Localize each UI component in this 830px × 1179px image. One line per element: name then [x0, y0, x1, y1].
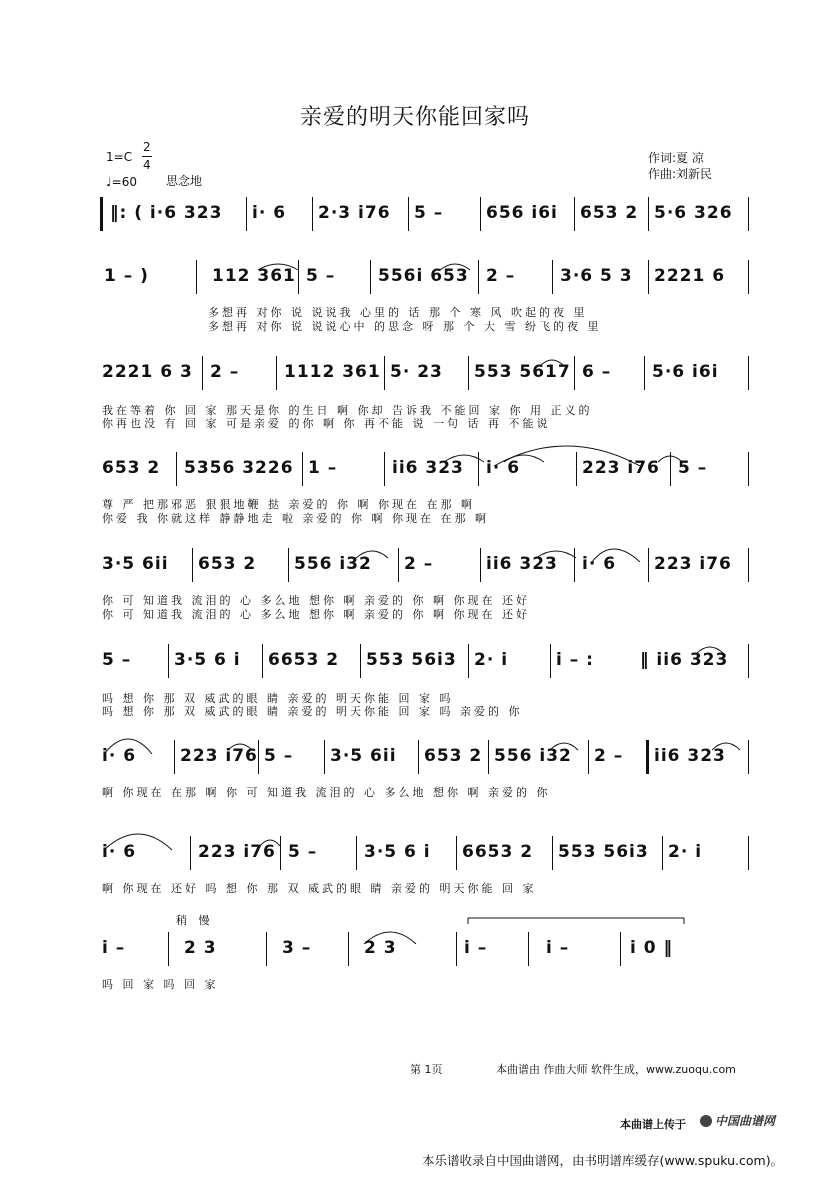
measure: 5 –	[102, 650, 132, 670]
barline	[202, 356, 203, 390]
barline	[384, 356, 385, 390]
barline	[302, 452, 303, 486]
barline	[748, 356, 749, 390]
barline	[748, 452, 749, 486]
lyrics-verse-1: 尊 严 把那邪恶 狠狠地鞭 挞 亲爱的 你 啊 你现在 在那 啊	[102, 498, 475, 511]
measure: 553 56i3	[366, 650, 457, 670]
lyrics-verse-1: 你 可 知道我 流泪的 心 多么地 想你 啊 亲爱的 你 啊 你现在 还好	[102, 594, 530, 607]
source-notice: 本乐谱收录自中国曲谱网，由书明谱库缓存(www.spuku.com)。	[422, 1153, 784, 1168]
barline	[246, 197, 247, 231]
measure-row	[100, 197, 750, 233]
measure: 553 5617	[474, 362, 571, 382]
measure: 3·5 6 i	[364, 842, 431, 862]
lyrics-verse-1: 多想再 对你 说 说说我 心里的 话 那 个 寒 风 吹起的夜 里	[208, 306, 588, 319]
barline	[648, 197, 649, 231]
barline	[644, 356, 645, 390]
generator-credit: 本曲谱由 作曲大师 软件生成，www.zuoqu.com	[496, 1063, 736, 1076]
measure: 2 –	[486, 266, 516, 286]
measure: 223 i76	[582, 458, 660, 478]
lyricist: 作词:夏 凉	[648, 151, 704, 165]
repeat-start-barline	[100, 197, 103, 231]
lyrics-verse-1: 啊 你现在 在那 啊 你 可 知道我 流泪的 心 多么地 想你 啊 亲爱的 你	[102, 786, 551, 799]
measure: i –	[102, 938, 126, 958]
measure: 3 –	[282, 938, 312, 958]
slur	[356, 551, 388, 558]
barline	[468, 356, 469, 390]
measure: 1 –	[308, 458, 338, 478]
slur	[228, 744, 252, 750]
measure: ii6 323	[654, 746, 726, 766]
mood-marking: 思念地	[166, 174, 203, 188]
barline	[748, 548, 749, 582]
slur-group	[430, 436, 730, 466]
measure: 2 –	[210, 362, 240, 382]
measure: ii6 323	[486, 554, 558, 574]
lyrics-verse-2: 你再也没 有 回 家 可是亲爱 的你 啊 你 再不能 说 一句 话 再 不能说	[102, 417, 551, 430]
measure: i· 6	[252, 203, 287, 223]
barline	[468, 644, 469, 678]
barline	[574, 197, 575, 231]
tempo-marking: ♩=60	[106, 175, 137, 189]
barline	[288, 548, 289, 582]
barline	[276, 356, 277, 390]
barline	[550, 644, 551, 678]
measure: i –	[464, 938, 488, 958]
slur	[540, 360, 564, 366]
measure: 5 –	[414, 203, 444, 223]
slur	[258, 264, 298, 270]
measure: ‖: ( i·6 323	[110, 203, 223, 223]
measure: 5 –	[678, 458, 708, 478]
slur	[364, 932, 416, 944]
measure: 6653 2	[268, 650, 340, 670]
time-signature-bottom: 4	[143, 158, 151, 172]
measure: i· 6	[582, 554, 617, 574]
lyrics-verse-2: 吗 想 你 那 双 威武的眼 睛 亲爱的 明天你能 回 家 吗 亲爱的 你	[102, 705, 523, 718]
measure: i· 6	[102, 746, 137, 766]
measure: 6 –	[582, 362, 612, 382]
slur	[592, 549, 640, 562]
measure: 2 3	[184, 938, 217, 958]
barline	[192, 548, 193, 582]
measure: 2· i	[474, 650, 509, 670]
measure: 112 361	[212, 266, 296, 286]
slur	[712, 743, 740, 750]
barline	[176, 452, 177, 486]
barline	[262, 644, 263, 678]
measure: 5· 23	[390, 362, 443, 382]
slur	[658, 456, 682, 462]
tempo-change-marking: 稍 慢	[176, 914, 214, 927]
key-signature: 1=C	[106, 150, 133, 164]
measure: 5356 3226	[184, 458, 294, 478]
measure: 3·6 5 3	[560, 266, 633, 286]
slur-group	[340, 532, 660, 562]
time-signature-line	[142, 156, 152, 157]
measure: 553 56i3	[558, 842, 649, 862]
measure: 2221 6	[654, 266, 726, 286]
barline	[312, 197, 313, 231]
measure: ii6 323	[392, 458, 464, 478]
slur-group	[100, 822, 750, 852]
measure: 3·5 6 i	[174, 650, 241, 670]
measure: 6653 2	[462, 842, 534, 862]
measure: 223 i76	[180, 746, 258, 766]
barline	[360, 644, 361, 678]
slur	[550, 743, 578, 750]
barline	[384, 452, 385, 486]
measure: 2·3 i76	[318, 203, 391, 223]
slur	[696, 647, 724, 654]
slur	[440, 264, 470, 270]
measure: 5 –	[264, 746, 294, 766]
measure: 653 2	[424, 746, 483, 766]
barline	[648, 260, 649, 294]
barline	[748, 260, 749, 294]
measure: 556 i32	[294, 554, 372, 574]
upload-credit: 本曲谱上传于	[620, 1118, 686, 1131]
measure: i –	[546, 938, 570, 958]
page-title: 亲爱的明天你能回家吗	[299, 105, 530, 130]
slur	[444, 455, 484, 462]
measure: 1 – )	[104, 266, 149, 286]
slur	[104, 834, 172, 850]
measure: 1112 361	[284, 362, 381, 382]
logo-text: 中国曲谱网	[715, 1114, 776, 1128]
measure-row	[100, 644, 750, 680]
lyrics-verse-1: 我在等着 你 回 家 那天是你 的生日 啊 你却 告诉我 不能回 家 你 用 正义的	[102, 404, 593, 417]
measure-row	[100, 356, 750, 392]
lyrics-verse-2: 你 可 知道我 流泪的 心 多么地 想你 啊 亲爱的 你 啊 你现在 还好	[102, 608, 530, 621]
logo-icon	[700, 1115, 712, 1127]
slur	[104, 739, 152, 754]
measure: 656 i6i	[486, 203, 558, 223]
site-logo	[700, 1112, 775, 1129]
slur-group	[520, 354, 580, 368]
measure: i· 6	[102, 842, 137, 862]
measure: 653 2	[102, 458, 161, 478]
measure: 5 –	[288, 842, 318, 862]
page-number: 第 1页	[410, 1063, 443, 1076]
composer: 作曲:刘新民	[648, 167, 713, 181]
slur-group	[680, 628, 750, 658]
measure: 653 2	[198, 554, 257, 574]
barline	[748, 197, 749, 231]
barline	[168, 644, 169, 678]
measure: 2 –	[594, 746, 624, 766]
measure: i – :	[556, 650, 594, 670]
measure: 556 i32	[494, 746, 572, 766]
measure: 3·5 6ii	[330, 746, 397, 766]
measure: 2 3	[364, 938, 397, 958]
slur-group	[100, 724, 750, 754]
measure: 5·6 i6i	[652, 362, 719, 382]
barline	[480, 197, 481, 231]
measure: 556i 653	[378, 266, 469, 286]
slur	[536, 551, 576, 558]
slur	[260, 840, 280, 846]
lyrics-verse-2: 多想再 对你 说 说说心中 的思念 呀 那 个 大 雪 纷飞的夜 里	[208, 320, 602, 333]
measure: ‖ ii6 323	[640, 650, 729, 670]
measure: 223 i76	[198, 842, 276, 862]
measure: 653 2	[580, 203, 639, 223]
barline	[408, 197, 409, 231]
lyrics-verse-1: 啊 你现在 还好 吗 想 你 那 双 威武的眼 睛 亲爱的 明天你能 回 家	[102, 882, 537, 895]
lyrics-verse-2: 你爱 我 你就这样 静静地走 啦 亲爱的 你 啊 你现在 在那 啊	[102, 512, 489, 525]
slur-group	[100, 914, 750, 944]
measure: 223 i76	[654, 554, 732, 574]
measure: 5·6 326	[654, 203, 733, 223]
lyrics-verse-1: 吗 回 家 吗 回 家	[102, 978, 219, 991]
measure: 2221 6 3	[102, 362, 193, 382]
barline	[196, 260, 197, 294]
measure: i· 6	[486, 458, 521, 478]
slur	[494, 446, 640, 466]
measure: 3·5 6ii	[102, 554, 169, 574]
time-signature-top: 2	[143, 140, 151, 154]
barline	[552, 260, 553, 294]
lyrics-verse-1: 吗 想 你 那 双 威武的眼 睛 亲爱的 明天你能 回 家 吗	[102, 692, 454, 705]
measure: 2 –	[404, 554, 434, 574]
slur-group	[250, 258, 550, 272]
measure: 5 –	[306, 266, 336, 286]
measure: 2· i	[668, 842, 703, 862]
measure: i 0 ‖	[630, 938, 673, 958]
